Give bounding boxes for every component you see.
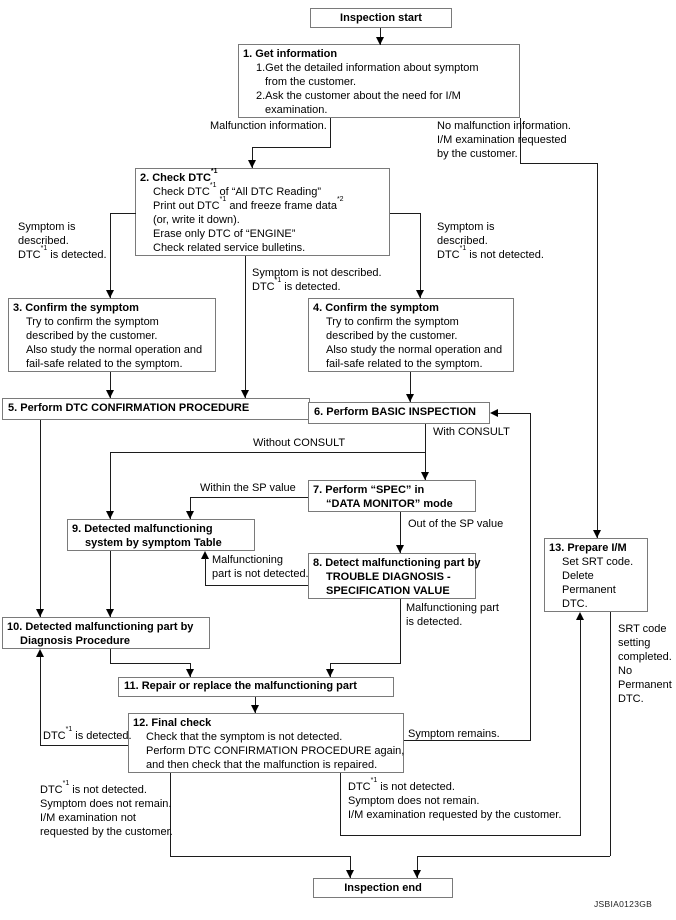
step9-line: system by symptom Table xyxy=(85,537,222,549)
connector xyxy=(110,663,191,664)
node-step12-final-check xyxy=(128,713,404,773)
step12-title: 12. Final check xyxy=(133,717,212,729)
connector xyxy=(205,558,206,586)
edge-label-dtc-detected: DTC$^{*1}$ is detected. xyxy=(43,726,132,742)
connector xyxy=(400,599,401,663)
edge-label-line: Symptom is not described. xyxy=(252,267,382,279)
connector xyxy=(497,413,531,414)
connector xyxy=(330,663,401,664)
edge-label-line: described. xyxy=(18,235,69,247)
arrowhead-down xyxy=(593,530,601,538)
arrowhead-down xyxy=(396,545,404,553)
node-step10-detected-part xyxy=(2,617,210,649)
edge-label-line: I/M examination requested xyxy=(437,134,567,146)
connector xyxy=(40,745,128,746)
step3-line: Also study the normal operation and xyxy=(26,344,203,356)
arrowhead-down xyxy=(36,609,44,617)
edge-label-line: DTC$^{*1}$ is detected. xyxy=(18,245,107,261)
connector xyxy=(205,585,308,586)
connector xyxy=(190,497,308,498)
edge-label-line: DTC$^{*1}$ is detected. xyxy=(252,277,341,293)
arrowhead-down xyxy=(186,669,194,677)
edge-label-line: SRT code xyxy=(618,623,667,635)
step7-line: “DATA MONITOR” mode xyxy=(326,498,453,510)
edge-label-line: Permanent xyxy=(618,679,672,691)
arrowhead-down xyxy=(346,870,354,878)
edge-label-line: requested by the customer. xyxy=(40,826,173,838)
node-step5-dtc-confirmation: 5. Perform DTC CONFIRMATION PROCEDURE xyxy=(2,398,310,420)
node-step4-confirm-symptom xyxy=(308,298,514,372)
connector xyxy=(340,773,341,835)
step4-line: Try to confirm the symptom xyxy=(326,316,459,328)
step9-line: 9. Detected malfunctioning xyxy=(72,523,213,535)
step13-line: DTC. xyxy=(562,598,588,610)
step4-line: described by the customer. xyxy=(326,330,458,342)
arrowhead-down xyxy=(106,290,114,298)
step1-line: examination. xyxy=(265,104,328,116)
step8-line: TROUBLE DIAGNOSIS - xyxy=(326,571,451,583)
step2-title: 2. Check DTC$^{*1}$ xyxy=(140,168,218,184)
arrowhead-down xyxy=(421,472,429,480)
edge-label-within-sp-value: Within the SP value xyxy=(200,482,296,494)
arrowhead-down xyxy=(106,609,114,617)
step2-line: Check DTC$^{*1}$ of “All DTC Reading” xyxy=(153,182,322,198)
edge-label-line: DTC$^{*1}$ is not detected. xyxy=(40,780,147,796)
inspection-end-label: Inspection end xyxy=(344,882,422,894)
step13-line: Set SRT code. xyxy=(562,556,634,568)
connector xyxy=(170,856,351,857)
step7-line: 7. Perform “SPEC” in xyxy=(313,484,425,496)
connector xyxy=(40,656,41,745)
node-step3-confirm-symptom xyxy=(8,298,216,372)
node-step6-basic-inspection: 6. Perform BASIC INSPECTION xyxy=(308,402,490,424)
connector xyxy=(580,619,581,835)
edge-label-line: Symptom is xyxy=(437,221,495,233)
edge-label-with-consult: With CONSULT xyxy=(433,426,510,438)
connector xyxy=(520,163,598,164)
edge-label-malfunction-information: Malfunction information. xyxy=(210,120,327,132)
connector xyxy=(110,213,136,214)
step1-line: 2.Ask the customer about the need for I/M xyxy=(256,90,461,102)
edge-label-no-malfunction-information xyxy=(437,119,571,161)
edge-label-line: described. xyxy=(437,235,488,247)
edge-label-line: Symptom is xyxy=(18,221,76,233)
step3-line: Try to confirm the symptom xyxy=(26,316,159,328)
arrowhead-down xyxy=(248,160,256,168)
edge-label-line: setting xyxy=(618,637,651,649)
node-step13-prepare-im xyxy=(544,538,648,612)
arrowhead-down xyxy=(413,870,421,878)
step3-line: fail-safe related to the symptom. xyxy=(26,358,183,370)
edge-label-symptom-described-dtc-detected xyxy=(18,220,107,262)
node-step1-get-information xyxy=(238,44,520,118)
edge-label-out-of-sp-value: Out of the SP value xyxy=(408,518,504,530)
step1-line: from the customer. xyxy=(265,76,357,88)
arrowhead-down xyxy=(406,394,414,402)
step2-line: Check related service bulletins. xyxy=(153,242,306,254)
step4-title: 4. Confirm the symptom xyxy=(313,302,439,314)
connector xyxy=(330,118,331,147)
inspection-start-label: Inspection start xyxy=(340,12,422,24)
edge-label-part-detected xyxy=(406,601,499,629)
edge-label-part-not-detected xyxy=(212,553,309,581)
edge-label-line: completed. xyxy=(618,651,672,663)
node-step2-check-dtc xyxy=(135,168,390,256)
arrowhead-down xyxy=(376,37,384,45)
edge-label-line: No xyxy=(618,665,633,677)
node-step11-repair-replace: 11. Repair or replace the malfunctioning part xyxy=(118,677,394,697)
edge-label-end-right xyxy=(348,777,562,822)
connector xyxy=(110,452,111,519)
step1-title: 1. Get information xyxy=(243,48,338,60)
node-step7-perform-spec xyxy=(308,480,476,512)
arrowhead-left xyxy=(490,409,498,417)
step3-line: described by the customer. xyxy=(26,330,158,342)
arrowhead-up xyxy=(576,612,584,620)
arrowhead-up xyxy=(36,649,44,657)
step12-line: Check that the symptom is not detected. xyxy=(146,731,343,743)
edge-label-symptom-not-described xyxy=(252,266,382,294)
step10-line: Diagnosis Procedure xyxy=(20,635,131,647)
step10-line: 10. Detected malfunctioning part by xyxy=(7,621,194,633)
edge-label-symptom-described-dtc-not-detected xyxy=(437,220,544,262)
step8-line: SPECIFICATION VALUE xyxy=(326,585,450,597)
connector xyxy=(417,856,610,857)
step8-line: 8. Detect malfunctioning part by xyxy=(313,557,481,569)
arrowhead-down xyxy=(326,669,334,677)
edge-label-srt-code xyxy=(618,622,672,706)
edge-label-line: part is not detected. xyxy=(212,568,309,580)
edge-label-line: is detected. xyxy=(406,616,463,628)
connector xyxy=(420,213,421,298)
connector xyxy=(597,163,598,538)
edge-label-line: by the customer. xyxy=(437,148,518,160)
edge-label-line: DTC. xyxy=(618,693,644,705)
connector xyxy=(610,612,611,856)
step12-line: Perform DTC CONFIRMATION PROCEDURE again, xyxy=(146,745,405,757)
connector xyxy=(110,452,426,453)
connector xyxy=(390,213,421,214)
connector xyxy=(530,413,531,740)
edge-label-end-left xyxy=(40,780,173,839)
node-inspection-start xyxy=(310,8,452,28)
edge-label-line: DTC$^{*1}$ is not detected. xyxy=(348,777,455,793)
connector xyxy=(245,256,246,398)
arrowhead-down xyxy=(416,290,424,298)
node-step9-detected-system xyxy=(67,519,255,551)
edge-label-without-consult: Without CONSULT xyxy=(253,437,346,449)
edge-label-line: Malfunctioning xyxy=(212,554,283,566)
connector xyxy=(110,551,111,617)
step4-line: Also study the normal operation and xyxy=(326,344,503,356)
step2-line: (or, write it down). xyxy=(153,214,240,226)
edge-label-line: DTC$^{*1}$ is not detected. xyxy=(437,245,544,261)
step3-title: 3. Confirm the symptom xyxy=(13,302,139,314)
connector xyxy=(340,835,581,836)
edge-label-line: I/M examination requested by the customer. xyxy=(348,809,562,821)
edge-label-symptom-remains: Symptom remains. xyxy=(408,728,500,740)
step13-line: Delete xyxy=(562,570,594,582)
arrowhead-down xyxy=(106,511,114,519)
edge-label-line: Symptom does not remain. xyxy=(348,795,480,807)
arrowhead-down xyxy=(241,390,249,398)
connector xyxy=(110,213,111,298)
connector xyxy=(40,420,41,617)
step13-line: Permanent xyxy=(562,584,616,596)
node-step8-detect-part xyxy=(308,553,481,599)
arrowhead-down xyxy=(251,705,259,713)
edge-label-line: Symptom does not remain. xyxy=(40,798,172,810)
connector xyxy=(110,649,111,663)
edge-label-line: Malfunctioning part xyxy=(406,602,499,614)
figure-code: JSBIA0123GB xyxy=(594,899,653,909)
arrowhead-down xyxy=(186,511,194,519)
edge-label-line: I/M examination not xyxy=(40,812,136,824)
step13-title: 13. Prepare I/M xyxy=(549,542,627,554)
arrowhead-down xyxy=(106,390,114,398)
step12-line: and then check that the malfunction is repaired. xyxy=(146,759,378,771)
node-inspection-end xyxy=(313,878,453,898)
step2-line: Print out DTC$^{*1}$ and freeze frame data$^{*2}$ xyxy=(153,196,344,212)
connector xyxy=(252,147,331,148)
step1-line: 1.Get the detailed information about symptom xyxy=(256,62,479,74)
edge-label-line: No malfunction information. xyxy=(437,120,571,132)
step2-line: Erase only DTC of “ENGINE” xyxy=(153,228,296,240)
step4-line: fail-safe related to the symptom. xyxy=(326,358,483,370)
